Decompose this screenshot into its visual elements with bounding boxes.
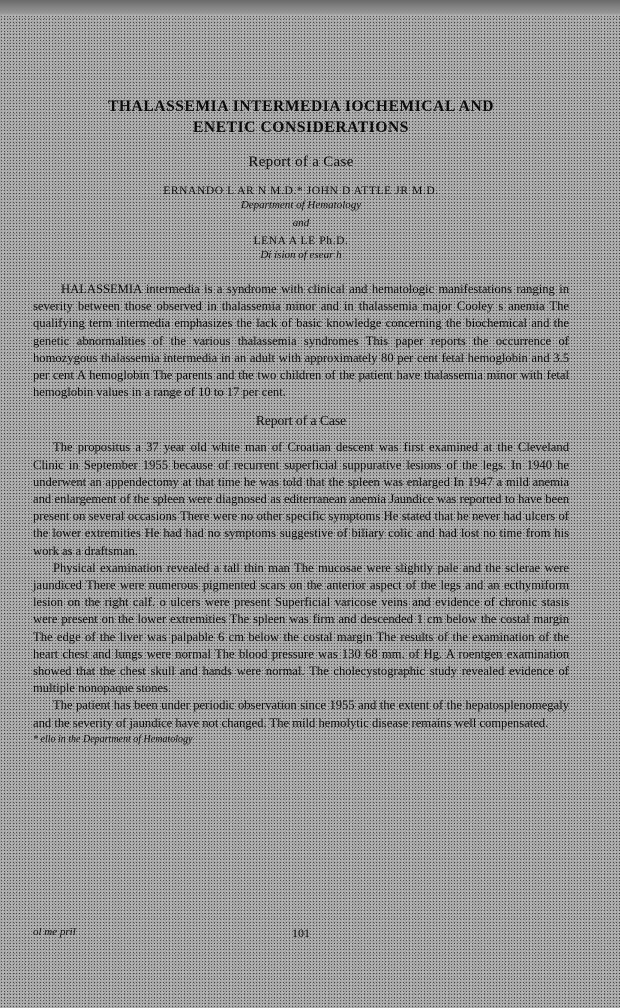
second-author-line: LENA A LE Ph.D. bbox=[253, 235, 349, 247]
journal-reference: ol me pril bbox=[33, 926, 76, 938]
title-line-1: THALASSEMIA INTERMEDIA IOCHEMICAL AND bbox=[107, 98, 495, 115]
title-line-2: ENETIC CONSIDERATIONS bbox=[192, 119, 409, 136]
scan-top-edge bbox=[0, 0, 620, 14]
page-number: 101 bbox=[292, 926, 310, 940]
case-paragraph-2: Physical examination revealed a tall thin man The mucosae were slightly pale and the sclerae were jaundiced There were numerous pigmented scars on the anterior aspect of the legs and an ecthymiform lesion on the right calf. o ulcers were present Superficial varicose veins and evidence of chronic stasis were present on the lower extremities The spleen was firm and descended 1 cm below the costal margin The edge of the liver was palpable 6 cm below the costal margin The results of the examination of the heart chest and lungs were normal The blood pressure was 130 68 mm. of Hg. A roentgen examination showed that the chest skull and hands were normal. The cholecystographic study revealed evidence of multiple nonopaque stones. bbox=[33, 560, 569, 696]
case-paragraph-3: The patient has been under periodic observation since 1955 and the extent of the hepatosplenomegaly and the severity of jaundice have not changed. The mild hemolytic disease remains well compensated. bbox=[33, 698, 569, 730]
division-line: Di ision of esear h bbox=[260, 249, 342, 261]
department-line: Department of Hematology bbox=[240, 199, 362, 211]
section-heading: Report of a Case bbox=[255, 413, 347, 429]
article-subtitle: Report of a Case bbox=[248, 154, 354, 170]
case-paragraph-1: The propositus a 37 year old white man of Croatian descent was first examined at the Cleveland Clinic in September 1955 because of recurrent superficial suppurative lesions of the legs. In 1940 he underwent an appendectomy at that time he was told that the spleen was enlarged In 1947 a mild anemia and enlargement of the spleen were diagnosed as editerranean anemia Jaundice was reported to have been present on several occasions There were no other specific symptoms He stated that he never had ulcers of the lower extremities He had had no symptoms suggestive of biliary colic and had lost no time from his work as a draftsman. bbox=[33, 440, 569, 558]
article-content bbox=[33, 96, 569, 745]
footnote: * ello in the Department of Hematology bbox=[33, 733, 193, 745]
page-footer bbox=[33, 926, 569, 946]
article-title bbox=[33, 96, 569, 138]
author-line: ERNANDO L AR N M.D.* JOHN D ATTLE JR M.D. bbox=[163, 185, 439, 197]
intro-paragraph: HALASSEMIA intermedia is a syndrome with clinical and hematologic manifestations ranging in severity between those observed in thalassemia minor and in thalassemia major Cooley s anemia The qualifying term intermedia emphasizes the lack of basic knowledge concerning the biochemical and the genetic abnormalities of the various thalassemia syndromes This paper reports the occurrence of homozygous thalassemia intermedia in an adult with approximately 80 per cent fetal hemoglobin and 3.5 per cent A hemoglobin The parents and the two children of the patient have thalassemia minor with fetal hemoglobin values in a range of 10 to 17 per cent. bbox=[33, 282, 569, 400]
and-separator: and bbox=[292, 217, 310, 229]
